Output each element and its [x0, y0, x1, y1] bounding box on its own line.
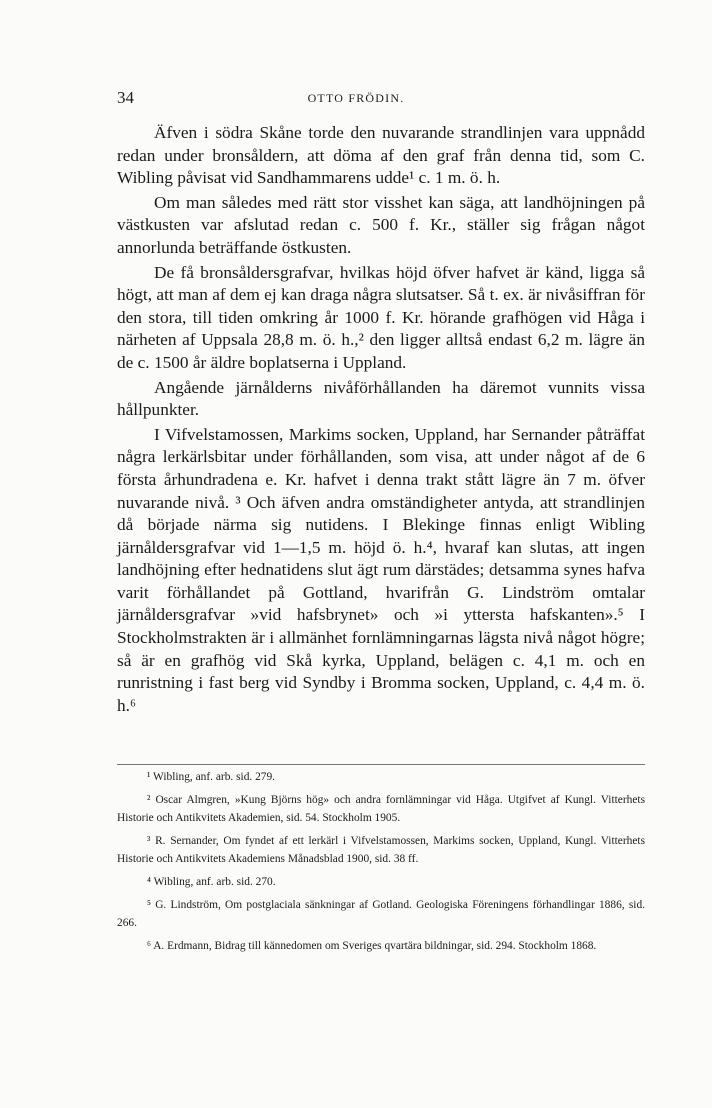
body-text — [117, 122, 645, 717]
footnote: ⁴ Wibling, anf. arb. sid. 270. — [147, 876, 276, 888]
paragraph: I Vifvelstamossen, Markims socken, Uppland, har Sernander påträffat några lerkärlsbitar under förhållanden, som visa, att under något af de 6 första århundradena e. Kr. hafvet i denna trakt stått lägre än 7 m. öfver nuvarande nivå. ³ Och äfven andra omständigheter antyda, att strandlinjen då började närma sig nutidens. I Blekinge finnas enligt Wibling järnåldersgrafvar vid 1—1,5 m. höjd ö. h.⁴, hvaraf kan slutas, att ingen landhöjning efter hednatidens slut ägt rum därstädes; detsamma synes hafva varit förhållandet på Gottland, hvarifrån G. Lindström omtalar järnåldersgrafvar »vid hafsbrynet» och »i yttersta hafskanten».⁵ I Stockholmstrakten är i allmänhet fornlämningarnas lägsta nivå något högre; så är en grafhög vid Skå kyrka, Uppland, belägen c. 4,1 m. och en runristning i fast berg vid Syndby i Bromma socken, Uppland, c. 4,4 m. ö. h.⁶ — [117, 424, 645, 715]
page-number: 34 — [117, 88, 134, 107]
paragraph: De få bronsåldersgrafvar, hvilkas höjd öfver hafvet är känd, ligga så högt, att man af dem ej kan draga några slutsatser. Så t. ex. är nivåsiffran för den stora, till tiden omkring år 1000 f. Kr. hörande grafhögen vid Håga i närheten af Uppsala 28,8 m. ö. h.,² den ligger alltså endast 6,2 m. lägre än de c. 1500 år äldre boplatserna i Uppland. — [117, 262, 645, 372]
running-head: OTTO FRÖDIN. — [307, 91, 405, 105]
footnote: ² Oscar Almgren, »Kung Björns hög» och andra fornlämningar vid Håga. Utgifvet af Kungl. Vitterhets Historie och Antikvitets Akademien, sid. 54. Stockholm 1905. — [117, 794, 645, 824]
paragraph: Om man således med rätt stor visshet kan säga, att landhöjningen på västkusten var afslutad redan c. 500 f. Kr., ställer sig frågan något annorlunda beträffande östkusten. — [117, 192, 645, 257]
footnote: ³ R. Sernander, Om fyndet af ett lerkärl i Vifvelstamossen, Markims socken, Uppland, Kungl. Vitterhets Historie och Antikvitets Akademiens Månadsblad 1900, sid. 38 ff. — [117, 835, 645, 865]
paragraph: Äfven i södra Skåne torde den nuvarande strandlinjen vara uppnådd redan under bronsåldern, att döma af den graf från denna tid, som C. Wibling påvisat vid Sandhammarens udde¹ c. 1 m. ö. h. — [117, 123, 645, 188]
footnote: ¹ Wibling, anf. arb. sid. 279. — [147, 771, 276, 783]
footnote: ⁶ A. Erdmann, Bidrag till kännedomen om Sveriges qvartära bildningar, sid. 294. Stockholm 1868. — [147, 940, 597, 952]
paragraph: Angående järnålderns nivåförhållanden ha däremot vunnits vissa hållpunkter. — [117, 377, 645, 420]
footnote: ⁵ G. Lindström, Om postglaciala sänkningar af Gotland. Geologiska Föreningens förhandlingar 1886, sid. 266. — [117, 899, 645, 929]
footnote-rule — [117, 764, 645, 765]
footnotes — [117, 768, 645, 960]
